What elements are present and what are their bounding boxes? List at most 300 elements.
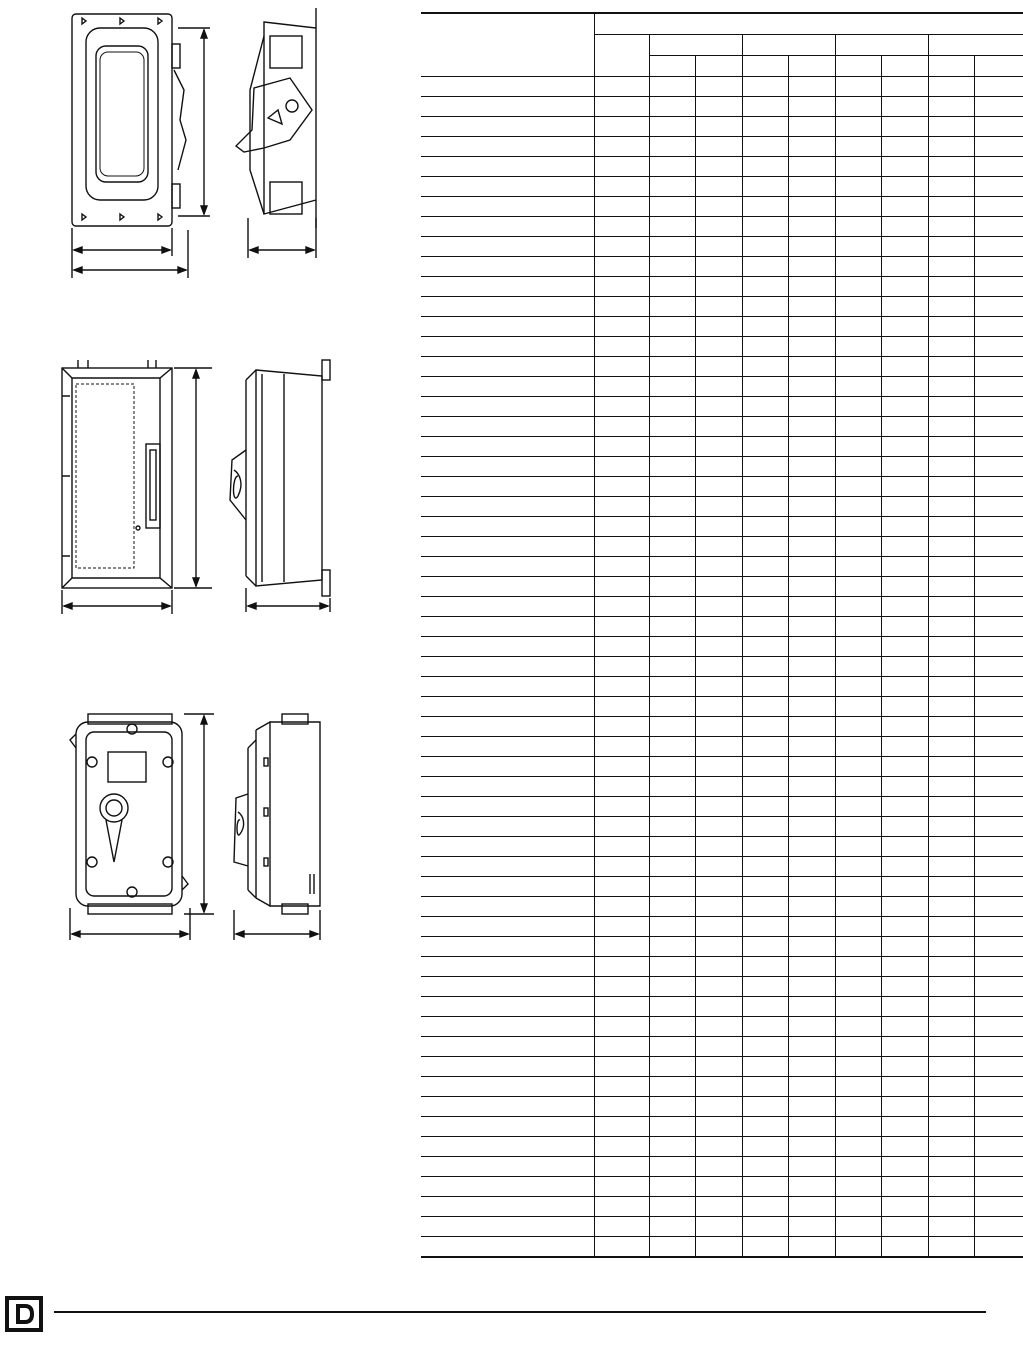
table-cell	[649, 257, 695, 277]
table-cell	[649, 897, 695, 917]
table-cell	[649, 717, 695, 737]
table-cell	[742, 1117, 788, 1137]
table-cell	[594, 157, 649, 177]
table-cell	[695, 157, 742, 177]
table-cell	[594, 1237, 649, 1258]
table-cell	[835, 1077, 881, 1097]
table-cell	[421, 117, 594, 137]
table-cell	[695, 577, 742, 597]
table-cell	[788, 1077, 835, 1097]
table-cell	[928, 777, 974, 797]
table-cell	[928, 877, 974, 897]
table-cell	[881, 257, 928, 277]
table-cell	[881, 717, 928, 737]
table-cell	[835, 277, 881, 297]
table-header-cell	[421, 13, 594, 35]
table-cell	[695, 797, 742, 817]
table-cell	[881, 497, 928, 517]
table-cell	[594, 437, 649, 457]
table-cell	[421, 457, 594, 477]
table-cell	[594, 577, 649, 597]
table-cell	[974, 997, 1023, 1017]
table-cell	[788, 677, 835, 697]
table-cell	[695, 437, 742, 457]
table-row	[421, 157, 1023, 177]
table-cell	[742, 537, 788, 557]
table-cell	[835, 537, 881, 557]
table-cell	[421, 597, 594, 617]
table-subheader-cell	[742, 56, 788, 77]
table-cell	[742, 877, 788, 897]
table-cell	[695, 917, 742, 937]
table-cell	[649, 237, 695, 257]
table-cell	[881, 237, 928, 257]
table-cell	[928, 937, 974, 957]
table-cell	[649, 337, 695, 357]
table-cell	[928, 97, 974, 117]
table-row	[421, 277, 1023, 297]
table-cell	[788, 157, 835, 177]
table-cell	[788, 737, 835, 757]
table-row	[421, 1077, 1023, 1097]
table-cell	[974, 537, 1023, 557]
table-cell	[788, 837, 835, 857]
table-cell	[788, 777, 835, 797]
table-cell	[742, 637, 788, 657]
table-cell	[788, 877, 835, 897]
table-cell	[421, 697, 594, 717]
table-cell	[695, 1117, 742, 1137]
table-cell	[788, 1097, 835, 1117]
table-cell	[594, 537, 649, 557]
table-cell	[742, 597, 788, 617]
table-cell	[881, 77, 928, 97]
table-cell	[788, 417, 835, 437]
table-cell	[421, 297, 594, 317]
table-cell	[974, 337, 1023, 357]
table-cell	[974, 657, 1023, 677]
table-cell	[788, 297, 835, 317]
table-cell	[649, 497, 695, 517]
table-cell	[974, 77, 1023, 97]
table-cell	[649, 617, 695, 637]
enclosure-3-side-view	[234, 714, 320, 940]
table-cell	[742, 277, 788, 297]
table-cell	[928, 737, 974, 757]
table-cell	[594, 357, 649, 377]
table-cell	[974, 97, 1023, 117]
table-cell	[594, 137, 649, 157]
table-cell	[421, 1117, 594, 1137]
table-cell	[594, 997, 649, 1017]
table-cell	[742, 1037, 788, 1057]
table-cell	[881, 837, 928, 857]
table-row	[421, 137, 1023, 157]
table-cell	[881, 197, 928, 217]
table-cell	[835, 897, 881, 917]
table-cell	[695, 1037, 742, 1057]
table-cell	[928, 1177, 974, 1197]
table-cell	[835, 1117, 881, 1137]
table-cell	[742, 337, 788, 357]
table-cell	[594, 837, 649, 857]
enclosure-1-side-view	[236, 8, 316, 258]
table-cell	[649, 537, 695, 557]
table-cell	[695, 1157, 742, 1177]
table-cell	[742, 857, 788, 877]
table-cell	[835, 377, 881, 397]
table-cell	[835, 457, 881, 477]
table-cell	[974, 1237, 1023, 1258]
table-cell	[835, 777, 881, 797]
table-row	[421, 257, 1023, 277]
table-row	[421, 537, 1023, 557]
table-cell	[928, 657, 974, 677]
table-cell	[788, 917, 835, 937]
table-cell	[788, 1157, 835, 1177]
table-cell	[881, 857, 928, 877]
table-cell	[649, 1057, 695, 1077]
table-cell	[835, 557, 881, 577]
table-cell	[421, 957, 594, 977]
table-cell	[928, 237, 974, 257]
table-cell	[594, 597, 649, 617]
table-cell	[649, 1017, 695, 1037]
table-cell	[928, 957, 974, 977]
table-cell	[421, 537, 594, 557]
table-cell	[974, 977, 1023, 997]
table-row	[421, 1137, 1023, 1157]
table-cell	[742, 577, 788, 597]
table-cell	[594, 897, 649, 917]
table-cell	[788, 117, 835, 137]
table-cell	[974, 1157, 1023, 1177]
table-cell	[974, 157, 1023, 177]
table-cell	[881, 1097, 928, 1117]
table-cell	[695, 1097, 742, 1117]
table-cell	[788, 977, 835, 997]
table-cell	[788, 897, 835, 917]
table-cell	[835, 637, 881, 657]
table-cell	[928, 917, 974, 937]
table-cell	[594, 277, 649, 297]
table-cell	[649, 877, 695, 897]
table-cell	[594, 97, 649, 117]
table-row	[421, 557, 1023, 577]
table-cell	[835, 657, 881, 677]
table-cell	[928, 1097, 974, 1117]
table-cell	[649, 1237, 695, 1258]
table-cell	[695, 1177, 742, 1197]
table-row	[421, 577, 1023, 597]
table-cell	[928, 477, 974, 497]
table-cell	[649, 457, 695, 477]
table-cell	[974, 277, 1023, 297]
table-cell	[974, 417, 1023, 437]
table-cell	[421, 317, 594, 337]
table-cell	[695, 317, 742, 337]
table-cell	[742, 317, 788, 337]
table-cell	[594, 977, 649, 997]
table-cell	[928, 357, 974, 377]
table-cell	[695, 977, 742, 997]
table-cell	[649, 77, 695, 97]
table-cell	[421, 277, 594, 297]
table-cell	[788, 1017, 835, 1037]
table-cell	[594, 257, 649, 277]
table-cell	[594, 177, 649, 197]
table-cell	[881, 1017, 928, 1037]
table-cell	[881, 1077, 928, 1097]
table-cell	[742, 377, 788, 397]
table-cell	[788, 477, 835, 497]
table-cell	[421, 877, 594, 897]
table-cell	[421, 1197, 594, 1217]
table-cell	[974, 957, 1023, 977]
table-cell	[421, 217, 594, 237]
table-cell	[742, 137, 788, 157]
table-cell	[881, 677, 928, 697]
table-cell	[788, 277, 835, 297]
table-cell	[788, 257, 835, 277]
table-cell	[421, 437, 594, 457]
table-cell	[974, 1097, 1023, 1117]
table-cell	[421, 1157, 594, 1177]
table-cell	[788, 217, 835, 237]
table-cell	[695, 597, 742, 617]
table-cell	[695, 757, 742, 777]
table-cell	[974, 377, 1023, 397]
table-cell	[928, 717, 974, 737]
table-cell	[974, 937, 1023, 957]
table-cell	[881, 1177, 928, 1197]
table-cell	[974, 357, 1023, 377]
table-cell	[788, 557, 835, 577]
table-cell	[695, 117, 742, 137]
table-cell	[928, 837, 974, 857]
table-cell	[649, 917, 695, 937]
table-cell	[788, 337, 835, 357]
table-cell	[788, 797, 835, 817]
table-cell	[649, 137, 695, 157]
table-cell	[742, 1137, 788, 1157]
table-cell	[974, 517, 1023, 537]
table-cell	[594, 77, 649, 97]
table-cell	[742, 777, 788, 797]
table-cell	[928, 537, 974, 557]
table-cell	[974, 477, 1023, 497]
table-cell	[742, 97, 788, 117]
table-cell	[788, 617, 835, 637]
table-cell	[649, 817, 695, 837]
table-cell	[788, 537, 835, 557]
table-cell	[695, 417, 742, 437]
table-cell	[928, 397, 974, 417]
table-cell	[649, 517, 695, 537]
table-row	[421, 857, 1023, 877]
table-cell	[695, 897, 742, 917]
table-cell	[928, 497, 974, 517]
table-cell	[928, 577, 974, 597]
table-cell	[695, 277, 742, 297]
table-row	[421, 1057, 1023, 1077]
table-cell	[421, 657, 594, 677]
table-cell	[974, 757, 1023, 777]
enclosure-dimension-drawings	[0, 0, 400, 960]
table-cell	[594, 517, 649, 537]
table-cell	[594, 417, 649, 437]
table-cell	[928, 697, 974, 717]
table-cell	[881, 917, 928, 937]
table-cell	[742, 977, 788, 997]
table-row	[421, 637, 1023, 657]
table-row	[421, 417, 1023, 437]
table-cell	[928, 817, 974, 837]
table-cell	[649, 117, 695, 137]
table-cell	[928, 1037, 974, 1057]
table-cell	[695, 777, 742, 797]
table-cell	[695, 957, 742, 977]
table-cell	[742, 397, 788, 417]
table-cell	[835, 437, 881, 457]
table-cell	[974, 677, 1023, 697]
table-cell	[421, 377, 594, 397]
table-cell	[695, 1017, 742, 1037]
table-cell	[974, 697, 1023, 717]
table-cell	[594, 617, 649, 637]
table-cell	[974, 917, 1023, 937]
table-cell	[974, 1197, 1023, 1217]
table-cell	[974, 177, 1023, 197]
table-cell	[742, 837, 788, 857]
table-cell	[594, 117, 649, 137]
table-cell	[421, 897, 594, 917]
table-cell	[421, 137, 594, 157]
table-cell	[649, 737, 695, 757]
table-cell	[649, 1117, 695, 1137]
table-cell	[974, 557, 1023, 577]
table-cell	[421, 97, 594, 117]
table-cell	[742, 997, 788, 1017]
table-row	[421, 77, 1023, 97]
table-row	[421, 657, 1023, 677]
table-cell	[835, 477, 881, 497]
table-cell	[649, 177, 695, 197]
table-cell	[835, 77, 881, 97]
table-cell	[649, 677, 695, 697]
table-cell	[695, 77, 742, 97]
table-row	[421, 837, 1023, 857]
table-cell	[695, 1197, 742, 1217]
table-cell	[594, 1097, 649, 1117]
table-cell	[835, 1037, 881, 1057]
table-cell	[928, 797, 974, 817]
table-row	[421, 377, 1023, 397]
table-cell	[594, 717, 649, 737]
table-cell	[742, 117, 788, 137]
table-cell	[695, 677, 742, 697]
table-cell	[928, 617, 974, 637]
table-cell	[649, 577, 695, 597]
brand-logo	[4, 1295, 44, 1333]
table-cell	[695, 337, 742, 357]
table-row	[421, 737, 1023, 757]
table-cell	[742, 417, 788, 437]
table-cell	[881, 337, 928, 357]
table-cell	[594, 1017, 649, 1037]
table-row	[421, 217, 1023, 237]
table-cell	[695, 637, 742, 657]
table-cell	[974, 1117, 1023, 1137]
table-cell	[788, 457, 835, 477]
table-cell	[695, 857, 742, 877]
table-cell	[695, 717, 742, 737]
table-cell	[928, 1077, 974, 1097]
table-cell	[421, 817, 594, 837]
table-cell	[421, 1097, 594, 1117]
table-cell	[788, 1197, 835, 1217]
table-cell	[974, 257, 1023, 277]
table-cell	[835, 597, 881, 617]
table-cell	[881, 217, 928, 237]
table-cell	[835, 97, 881, 117]
table-cell	[421, 517, 594, 537]
table-cell	[695, 397, 742, 417]
table-cell	[835, 197, 881, 217]
table-cell	[742, 1057, 788, 1077]
table-cell	[881, 737, 928, 757]
table-cell	[594, 737, 649, 757]
table-cell	[928, 677, 974, 697]
table-cell	[421, 757, 594, 777]
table-cell	[742, 77, 788, 97]
table-cell	[974, 217, 1023, 237]
table-cell	[835, 297, 881, 317]
table-cell	[594, 1077, 649, 1097]
table-cell	[974, 1177, 1023, 1197]
table-cell	[974, 397, 1023, 417]
table-cell	[594, 677, 649, 697]
table-cell	[881, 477, 928, 497]
table-cell	[928, 217, 974, 237]
table-cell	[928, 757, 974, 777]
table-cell	[695, 877, 742, 897]
table-cell	[835, 737, 881, 757]
table-cell	[695, 837, 742, 857]
table-cell	[742, 1177, 788, 1197]
table-cell	[928, 857, 974, 877]
table-cell	[928, 1217, 974, 1237]
table-cell	[928, 117, 974, 137]
table-cell	[421, 1177, 594, 1197]
table-cell	[788, 1037, 835, 1057]
table-cell	[695, 997, 742, 1017]
table-cell	[788, 937, 835, 957]
table-cell	[421, 977, 594, 997]
table-cell	[881, 777, 928, 797]
table-cell	[649, 1097, 695, 1117]
table-cell	[594, 1217, 649, 1237]
table-cell	[881, 297, 928, 317]
table-cell	[594, 217, 649, 237]
table-cell	[928, 377, 974, 397]
table-cell	[788, 817, 835, 837]
table-cell	[881, 277, 928, 297]
table-cell	[695, 457, 742, 477]
table-cell	[421, 1237, 594, 1258]
table-row	[421, 357, 1023, 377]
table-cell	[974, 857, 1023, 877]
